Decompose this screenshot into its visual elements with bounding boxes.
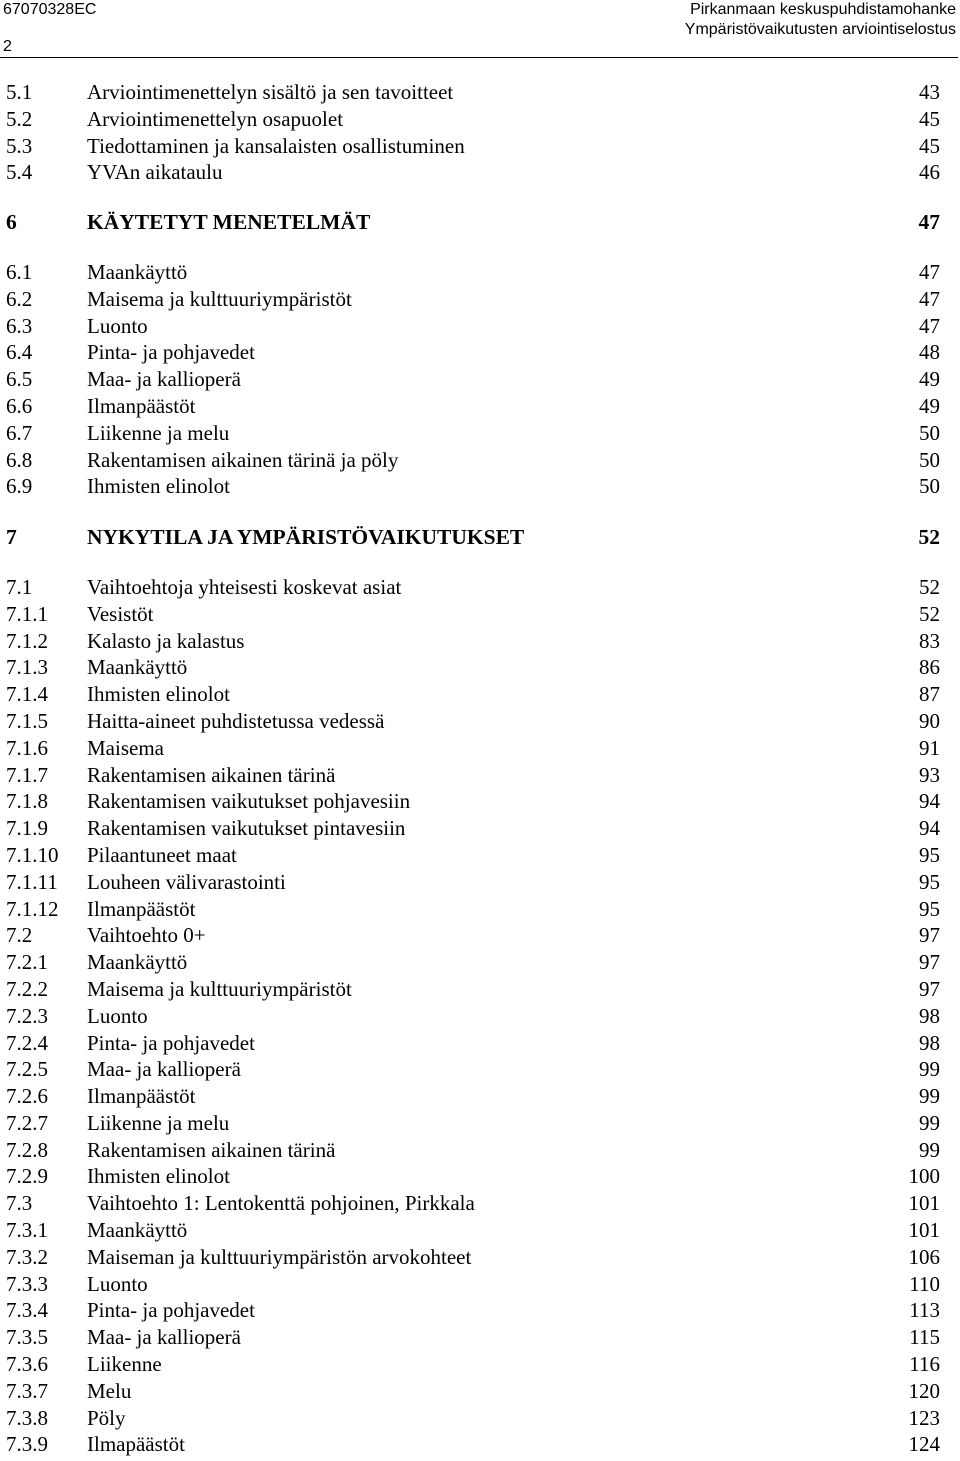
toc-entry-page: 116 (909, 1352, 940, 1377)
toc-entry-page: 98 (919, 1003, 940, 1028)
toc-entry-number: 7.3 (6, 1191, 33, 1216)
toc-entry[interactable] (0, 788, 960, 815)
toc-entry-title: Luonto (87, 1003, 148, 1028)
toc-entry-number: 7.1.7 (6, 762, 48, 787)
toc-entry-title: YVAn aikataulu (87, 160, 223, 185)
toc-entry[interactable] (0, 1137, 960, 1164)
toc-entry[interactable] (0, 393, 960, 420)
toc-entry-title: Kalasto ja kalastus (87, 628, 245, 653)
toc-entry-title: Rakentamisen vaikutukset pintavesiin (87, 816, 406, 841)
toc-entry-page: 49 (919, 367, 940, 392)
toc-entry-title: Pinta- ja pohjavedet (87, 1298, 255, 1323)
toc-entry[interactable] (0, 1324, 960, 1351)
toc-entry-title: Maa- ja kallioperä (87, 1057, 241, 1082)
toc-entry-title: Maisema ja kulttuuriympäristöt (87, 976, 352, 1001)
toc-entry-title: Vaihtoehto 0+ (87, 923, 206, 948)
toc-entry-page: 123 (908, 1405, 940, 1430)
toc-entry-number: 7.1.11 (6, 869, 58, 894)
toc-entry-number: 7.3.7 (6, 1378, 48, 1403)
toc-entry-title: Arviointimenettelyn osapuolet (87, 106, 344, 131)
toc-entry-title: Rakentamisen aikainen tärinä (87, 762, 336, 787)
toc-entry-number: 7.1 (6, 574, 33, 599)
toc-entry-number: 7.3.5 (6, 1325, 48, 1350)
toc-entry-page: 47 (919, 259, 940, 284)
toc-entry-number: 7.1.2 (6, 628, 48, 653)
toc-entry-page: 101 (908, 1191, 940, 1216)
header-divider (0, 57, 958, 58)
toc-entry[interactable] (0, 922, 960, 949)
toc-entry-title: Liikenne ja melu (87, 1110, 230, 1135)
toc-entry-page: 100 (908, 1164, 940, 1189)
toc-entry-number: 7 (6, 525, 17, 550)
header-project-info (685, 0, 956, 40)
toc-entry-number: 7.3.3 (6, 1271, 48, 1296)
toc-entry-page: 99 (919, 1057, 940, 1082)
toc-entry[interactable] (0, 1378, 960, 1405)
toc-entry-number: 7.1.3 (6, 655, 48, 680)
toc-entry-title: Louheen välivarastointi (87, 869, 286, 894)
toc-entry-page: 95 (919, 842, 940, 867)
toc-entry-number: 7.2.7 (6, 1110, 48, 1135)
toc-entry-title: Liikenne (87, 1352, 162, 1377)
toc-entry-title: Ihmisten elinolot (87, 682, 230, 707)
toc-entry-number: 7.2.3 (6, 1003, 48, 1028)
toc-spacer (0, 551, 960, 574)
toc-heading-chapter-6[interactable] (0, 209, 960, 236)
toc-entry[interactable] (0, 869, 960, 896)
toc-entry-page: 113 (909, 1298, 940, 1323)
project-name: Pirkanmaan keskuspuhdistamohanke (690, 1, 956, 18)
toc-entry-title: Ihmisten elinolot (87, 1164, 230, 1189)
toc-entry-page: 95 (919, 896, 940, 921)
toc-entry-title: Maa- ja kallioperä (87, 1325, 241, 1350)
toc-entry-title: Vaihtoehto 1: Lentokenttä pohjoinen, Pirkkala (87, 1191, 475, 1216)
toc-entry[interactable] (0, 1297, 960, 1324)
toc-entry-page: 49 (919, 393, 940, 418)
toc-entry[interactable] (0, 681, 960, 708)
toc-spacer (0, 186, 960, 209)
toc-entry-page: 46 (919, 160, 940, 185)
toc-entry-page: 50 (919, 474, 940, 499)
toc-entry-page: 52 (919, 574, 940, 599)
toc-entry-title: Maankäyttö (87, 950, 188, 975)
toc-entry-title: KÄYTETYT MENETELMÄT (87, 210, 371, 235)
toc-heading-chapter-7[interactable] (0, 524, 960, 551)
toc-entry-title: Rakentamisen vaikutukset pohjavesiin (87, 789, 411, 814)
toc-entry-page: 95 (919, 869, 940, 894)
toc-entry[interactable] (0, 133, 960, 160)
toc-entry-title: Maankäyttö (87, 655, 188, 680)
toc-entry-title: Arviointimenettelyn sisältö ja sen tavoitteet (87, 80, 454, 104)
toc-entry-page: 93 (919, 762, 940, 787)
toc-entry[interactable] (0, 1217, 960, 1244)
toc-entry-number: 7.2 (6, 923, 33, 948)
toc-entry[interactable] (0, 1405, 960, 1432)
page-number: 2 (3, 38, 12, 55)
toc-entry-number: 7.1.5 (6, 708, 48, 733)
toc-entry-title: Maisema (87, 735, 164, 760)
toc-entry-page: 52 (918, 525, 940, 550)
toc-entry-number: 7.2.5 (6, 1057, 48, 1082)
toc-entry[interactable] (0, 762, 960, 789)
toc-entry-title: Vaihtoehtoja yhteisesti koskevat asiat (87, 574, 402, 599)
toc-entry-title: Liikenne ja melu (87, 420, 230, 445)
toc-entry[interactable] (0, 473, 960, 500)
document-number: 67070328EC (3, 1, 97, 18)
toc-entry-page: 115 (909, 1325, 940, 1350)
toc-entry-page: 45 (919, 133, 940, 158)
toc-entry[interactable] (0, 366, 960, 393)
toc-entry-number: 7.3.8 (6, 1405, 48, 1430)
toc-entry[interactable] (0, 1030, 960, 1057)
toc-entry-page: 94 (919, 789, 940, 814)
toc-entry-title: Ilmanpäästöt (87, 393, 196, 418)
toc-entry-page: 52 (919, 601, 940, 626)
toc-entry-number: 6.1 (6, 259, 33, 284)
toc-entry-number: 6.4 (6, 340, 33, 365)
toc-entry[interactable] (0, 339, 960, 366)
toc-entry-title: Pinta- ja pohjavedet (87, 1030, 255, 1055)
toc-entry-page: 91 (919, 735, 940, 760)
toc-entry[interactable] (0, 159, 960, 186)
toc-entry-page: 99 (919, 1137, 940, 1162)
toc-entry-number: 5.4 (6, 160, 33, 185)
toc-entry[interactable] (0, 708, 960, 735)
toc-entry-number: 7.1.10 (6, 842, 59, 867)
toc-entry-page: 97 (919, 950, 940, 975)
toc-entry-page: 110 (909, 1271, 940, 1296)
toc-group-chapter-5 (0, 79, 960, 186)
toc-entry[interactable] (0, 949, 960, 976)
toc-entry-page: 94 (919, 816, 940, 841)
toc-entry-title: Maankäyttö (87, 1218, 188, 1243)
toc-entry-page: 43 (919, 80, 940, 104)
toc-entry-number: 7.3.2 (6, 1244, 48, 1269)
toc-entry[interactable] (0, 896, 960, 923)
toc-entry-title: NYKYTILA JA YMPÄRISTÖVAIKUTUKSET (87, 525, 525, 550)
toc-entry-title: Maa- ja kallioperä (87, 367, 241, 392)
toc-entry-number: 7.2.8 (6, 1137, 48, 1162)
toc-entry-title: Ilmanpäästöt (87, 1084, 196, 1109)
toc-entry-title: Rakentamisen aikainen tärinä (87, 1137, 336, 1162)
toc-entry-number: 6.8 (6, 447, 33, 472)
toc-entry-title: Haitta-aineet puhdistetussa vedessä (87, 708, 385, 733)
toc-entry[interactable] (0, 735, 960, 762)
toc-entry-page: 106 (908, 1244, 940, 1269)
toc-entry-number: 5.2 (6, 106, 33, 131)
toc-entry-title: Ihmisten elinolot (87, 474, 230, 499)
toc-entry[interactable] (0, 815, 960, 842)
page-header (0, 0, 958, 58)
toc-entry[interactable] (0, 313, 960, 340)
toc-entry[interactable] (0, 259, 960, 286)
toc-entry-title: Melu (87, 1378, 132, 1403)
toc-entry[interactable] (0, 1003, 960, 1030)
toc-entry-page: 90 (919, 708, 940, 733)
toc-entry[interactable] (0, 447, 960, 474)
toc-entry-page: 47 (919, 286, 940, 311)
toc-entry-page: 99 (919, 1110, 940, 1135)
toc-entry-page: 48 (919, 340, 940, 365)
toc-entry-page: 101 (908, 1218, 940, 1243)
toc-entry-title: Ilmapäästöt (87, 1432, 185, 1457)
toc-entry-number: 6 (6, 210, 17, 235)
toc-entry-page: 47 (919, 313, 940, 338)
toc-entry-title: Rakentamisen aikainen tärinä ja pöly (87, 447, 399, 472)
toc-entry[interactable] (0, 628, 960, 655)
toc-entry-page: 86 (919, 655, 940, 680)
toc-entry-title: Luonto (87, 313, 148, 338)
toc-entry[interactable] (0, 1163, 960, 1190)
toc-spacer (0, 500, 960, 524)
toc-entry-number: 5.1 (6, 80, 33, 104)
toc-entry-page: 99 (919, 1084, 940, 1109)
toc-entry-page: 50 (919, 420, 940, 445)
toc-entry-number: 7.3.1 (6, 1218, 48, 1243)
toc-entry-title: Pinta- ja pohjavedet (87, 340, 255, 365)
toc-entry[interactable] (0, 1110, 960, 1137)
toc-entry-number: 7.2.6 (6, 1084, 48, 1109)
toc-entry-page: 97 (919, 923, 940, 948)
toc-entry-number: 7.2.1 (6, 950, 48, 975)
table-of-contents (0, 79, 960, 1458)
toc-entry-title: Maankäyttö (87, 259, 188, 284)
toc-group-chapter-6 (0, 259, 960, 500)
toc-entry-title: Pilaantuneet maat (87, 842, 237, 867)
toc-entry[interactable] (0, 601, 960, 628)
toc-entry-title: Pöly (87, 1405, 126, 1430)
toc-entry-number: 7.1.9 (6, 816, 48, 841)
toc-entry-number: 6.2 (6, 286, 33, 311)
toc-entry-number: 7.1.6 (6, 735, 48, 760)
toc-entry[interactable] (0, 976, 960, 1003)
toc-entry-page: 97 (919, 976, 940, 1001)
toc-entry-number: 6.3 (6, 313, 33, 338)
toc-entry-number: 7.2.9 (6, 1164, 48, 1189)
toc-group-chapter-7 (0, 574, 960, 1458)
toc-entry[interactable] (0, 842, 960, 869)
toc-entry-number: 6.5 (6, 367, 33, 392)
toc-entry-number: 7.3.4 (6, 1298, 48, 1323)
toc-entry-page: 98 (919, 1030, 940, 1055)
toc-entry[interactable] (0, 1271, 960, 1298)
toc-entry-number: 7.2.2 (6, 976, 48, 1001)
toc-entry-page: 87 (919, 682, 940, 707)
toc-entry-number: 6.6 (6, 393, 33, 418)
toc-entry-title: Luonto (87, 1271, 148, 1296)
toc-entry-number: 7.1.4 (6, 682, 48, 707)
toc-entry[interactable] (0, 574, 960, 601)
toc-entry[interactable] (0, 1056, 960, 1083)
toc-entry-title: Maiseman ja kulttuuriympäristön arvokohteet (87, 1244, 472, 1269)
toc-entry-title: Vesistöt (87, 601, 154, 626)
toc-entry[interactable] (0, 79, 960, 106)
toc-entry-number: 7.1.1 (6, 601, 48, 626)
toc-entry-number: 7.3.6 (6, 1352, 48, 1377)
toc-entry[interactable] (0, 286, 960, 313)
toc-entry-number: 7.3.9 (6, 1432, 48, 1457)
toc-entry-page: 50 (919, 447, 940, 472)
toc-spacer (0, 236, 960, 259)
toc-entry-number: 7.1.8 (6, 789, 48, 814)
toc-entry[interactable] (0, 654, 960, 681)
toc-entry[interactable] (0, 420, 960, 447)
toc-entry-number: 6.7 (6, 420, 33, 445)
toc-entry[interactable] (0, 1190, 960, 1217)
toc-entry[interactable] (0, 1351, 960, 1378)
toc-entry-page: 47 (918, 210, 940, 235)
toc-entry[interactable] (0, 1244, 960, 1271)
toc-entry-page: 45 (919, 106, 940, 131)
toc-entry-number: 7.1.12 (6, 896, 59, 921)
toc-entry[interactable] (0, 106, 960, 133)
toc-entry-title: Maisema ja kulttuuriympäristöt (87, 286, 352, 311)
toc-entry-number: 5.3 (6, 133, 33, 158)
report-name: Ympäristövaikutusten arviointiselostus (684, 21, 956, 38)
toc-entry-page: 120 (908, 1378, 940, 1403)
toc-entry-title: Ilmanpäästöt (87, 896, 196, 921)
toc-entry-number: 6.9 (6, 474, 33, 499)
toc-entry[interactable] (0, 1083, 960, 1110)
toc-entry-number: 7.2.4 (6, 1030, 48, 1055)
toc-entry-title: Tiedottaminen ja kansalaisten osallistuminen (87, 133, 465, 158)
toc-entry-page: 124 (908, 1432, 940, 1457)
toc-entry-page: 83 (919, 628, 940, 653)
toc-entry[interactable] (0, 1431, 960, 1458)
